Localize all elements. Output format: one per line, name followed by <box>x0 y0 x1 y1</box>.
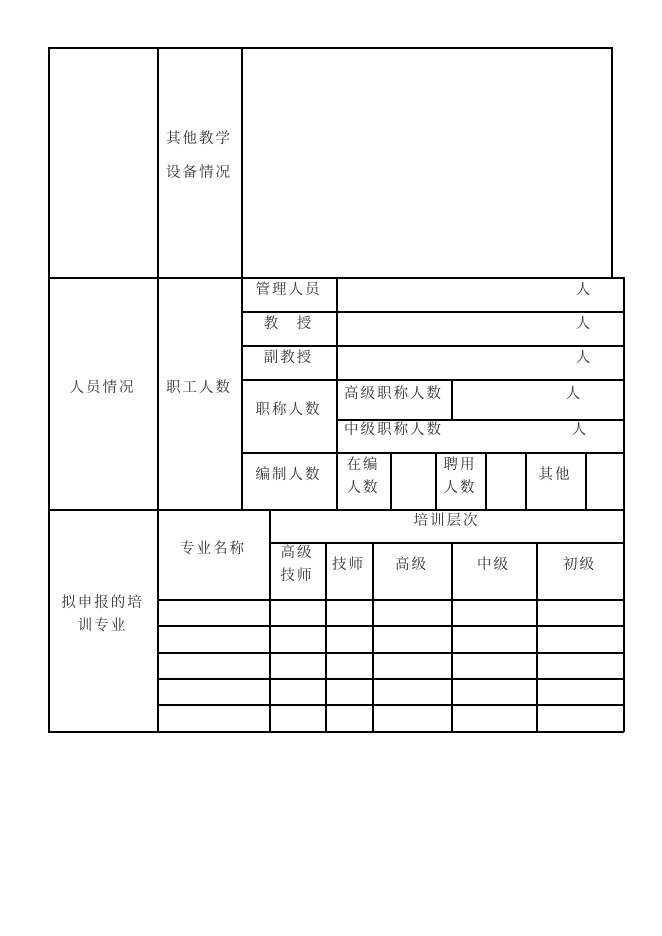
major-name-cell[interactable] <box>159 680 268 703</box>
staff-count-label: 职工人数 <box>166 379 232 396</box>
intermediate-title-input[interactable] <box>453 421 568 451</box>
major-name-header: 专业名称 <box>180 540 246 557</box>
level-senior-technician <box>269 542 325 588</box>
associate-professor-unit: 人 <box>575 349 593 366</box>
hired-line1: 聘用 <box>443 457 477 473</box>
technician-cell[interactable] <box>327 706 371 730</box>
junior-cell[interactable] <box>538 680 622 703</box>
hired-count-label <box>435 454 485 500</box>
intermediate-cell[interactable] <box>453 654 535 677</box>
major-name-cell[interactable] <box>159 627 268 651</box>
technician-cell[interactable] <box>327 680 371 703</box>
level-senior: 高级 <box>395 556 428 573</box>
other-count-input[interactable] <box>587 454 622 508</box>
establishment-label: 编制人数 <box>255 466 322 483</box>
senior-cell[interactable] <box>374 706 450 730</box>
major-name-cell[interactable] <box>159 601 268 624</box>
junior-cell[interactable] <box>538 627 622 651</box>
title-count-label: 职称人数 <box>255 401 322 418</box>
major-name-cell[interactable] <box>159 706 268 730</box>
technician-cell[interactable] <box>327 654 371 677</box>
management-staff-unit: 人 <box>575 281 593 298</box>
intermediate-cell[interactable] <box>453 627 535 651</box>
intermediate-cell[interactable] <box>453 601 535 624</box>
training-level-header: 培训层次 <box>413 512 480 529</box>
equipment-label-line1: 其他教学 <box>166 130 232 147</box>
level-line2: 技师 <box>280 568 314 584</box>
level-intermediate: 中级 <box>477 556 510 573</box>
senior-cell[interactable] <box>374 680 450 703</box>
staff-section-label: 人员情况 <box>69 379 136 396</box>
senior-technician-cell[interactable] <box>271 706 324 730</box>
senior-cell[interactable] <box>374 601 450 624</box>
management-staff-input[interactable] <box>338 279 568 310</box>
senior-title-label: 高级职称人数 <box>344 385 443 402</box>
intermediate-cell[interactable] <box>453 706 535 730</box>
table-border-right-top <box>611 47 613 278</box>
technician-cell[interactable] <box>327 627 371 651</box>
row-divider <box>241 379 624 381</box>
training-section-label <box>48 592 157 638</box>
professor-input[interactable] <box>338 313 568 344</box>
associate-professor-label: 副教授 <box>263 349 314 366</box>
in-staff-line1: 在编 <box>346 457 380 473</box>
junior-cell[interactable] <box>538 654 622 677</box>
senior-cell[interactable] <box>374 654 450 677</box>
major-name-cell[interactable] <box>159 654 268 677</box>
table-border-right <box>623 277 625 732</box>
in-staff-line2: 人数 <box>346 480 380 496</box>
table-border-bottom <box>48 731 624 733</box>
senior-technician-cell[interactable] <box>271 680 324 703</box>
senior-technician-cell[interactable] <box>271 601 324 624</box>
level-junior: 初级 <box>563 556 596 573</box>
senior-technician-cell[interactable] <box>271 654 324 677</box>
training-section-line2: 训专业 <box>77 618 128 634</box>
hired-count-input[interactable] <box>487 454 524 508</box>
intermediate-cell[interactable] <box>453 680 535 703</box>
equipment-value-field[interactable] <box>243 49 610 276</box>
training-section-line1: 拟申报的培 <box>61 595 144 611</box>
in-staff-count-label <box>336 454 390 500</box>
in-staff-count-input[interactable] <box>392 454 434 508</box>
intermediate-title-label: 中级职称人数 <box>344 421 443 438</box>
level-line1: 高级 <box>280 545 314 561</box>
junior-cell[interactable] <box>538 601 622 624</box>
level-technician: 技师 <box>332 556 365 573</box>
professor-label: 教 授 <box>263 315 314 332</box>
junior-cell[interactable] <box>538 706 622 730</box>
hired-line2: 人数 <box>443 480 477 496</box>
associate-professor-input[interactable] <box>338 347 568 378</box>
management-staff-label: 管理人员 <box>255 281 322 298</box>
technician-cell[interactable] <box>327 601 371 624</box>
senior-cell[interactable] <box>374 627 450 651</box>
other-count-label: 其他 <box>538 466 572 483</box>
senior-title-input[interactable] <box>453 381 563 418</box>
intermediate-title-unit: 人 <box>571 421 589 438</box>
senior-technician-cell[interactable] <box>271 627 324 651</box>
professor-unit: 人 <box>575 315 593 332</box>
equipment-label-line2: 设备情况 <box>166 164 232 181</box>
senior-title-unit: 人 <box>565 385 583 402</box>
